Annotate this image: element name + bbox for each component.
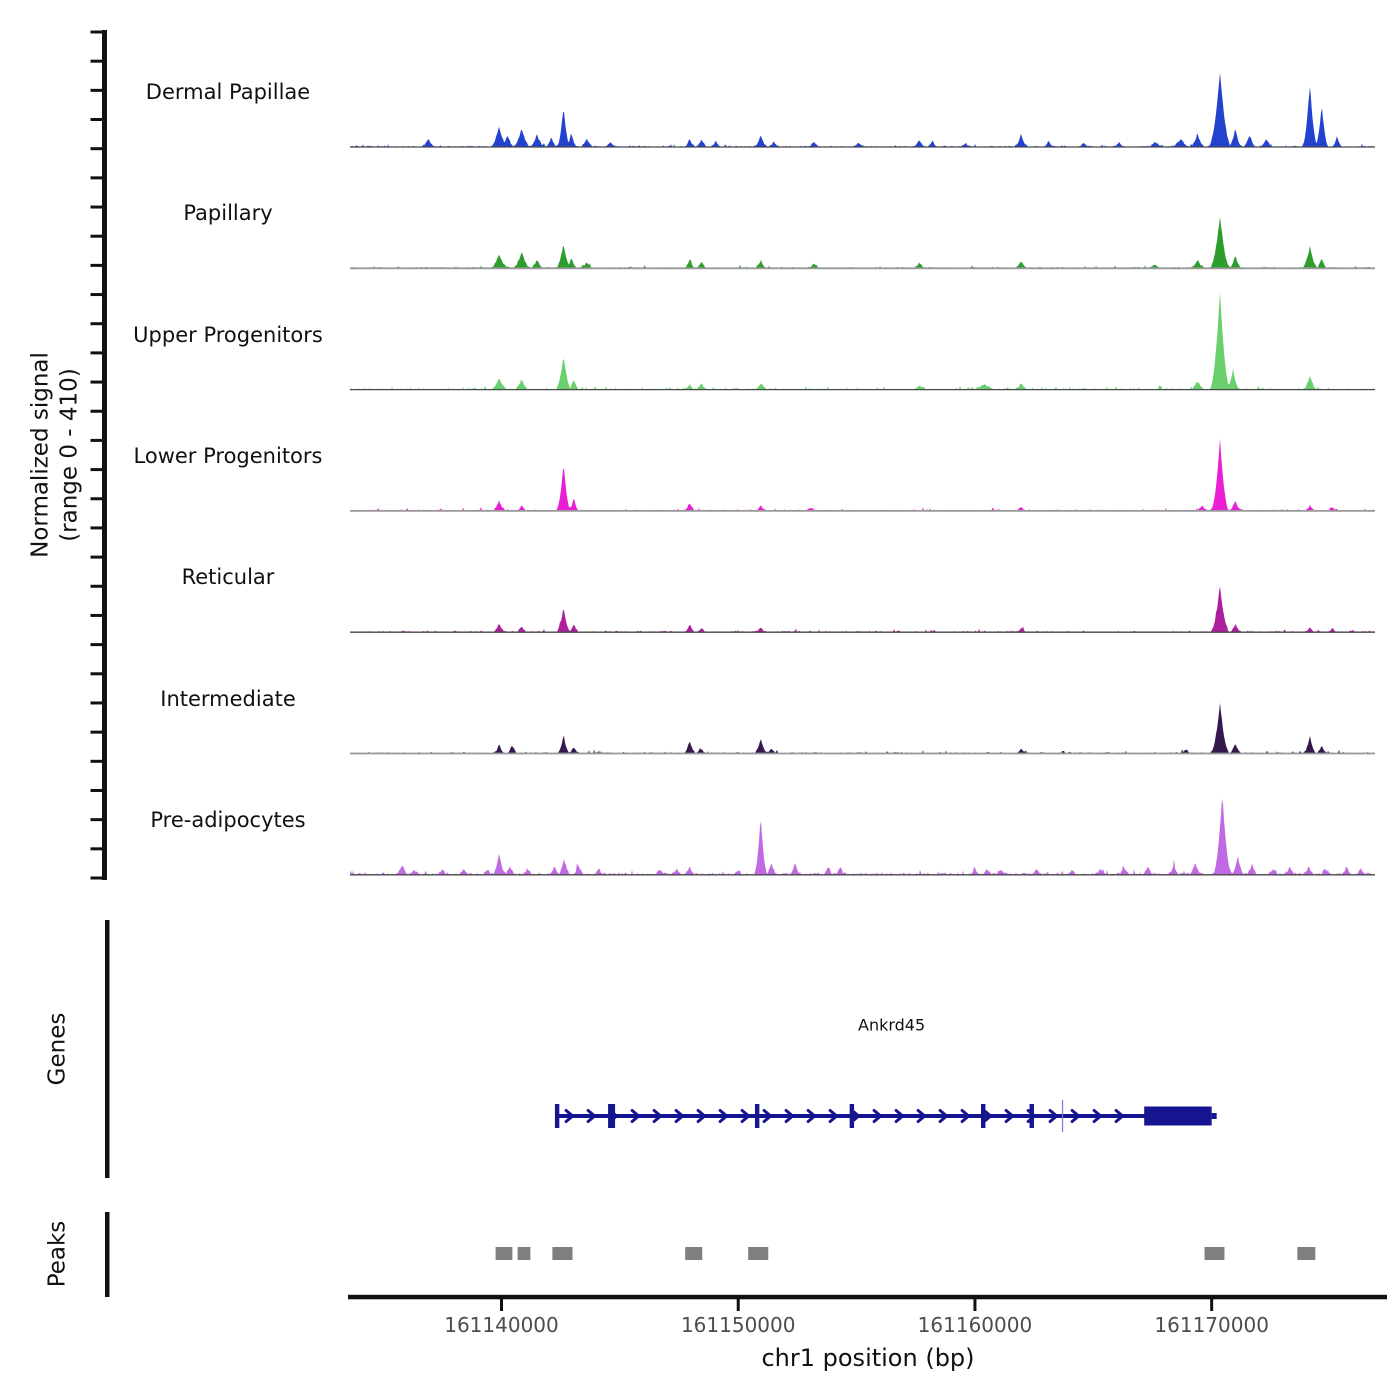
peak-interval xyxy=(748,1247,768,1260)
track-label-lower-progenitors: Lower Progenitors xyxy=(133,443,323,468)
track-label-papillary: Papillary xyxy=(183,201,273,226)
terminal-exon-box xyxy=(1144,1107,1211,1126)
signal-area xyxy=(350,217,1375,268)
signal-area xyxy=(350,73,1375,148)
track-label-dermal-papillae: Dermal Papillae xyxy=(145,80,311,104)
track-label-upper-progenitors: Upper Progenitors xyxy=(133,322,323,347)
x-tick-label-3: 161170000 xyxy=(1154,1313,1269,1337)
track-label-intermediate: Intermediate xyxy=(160,686,296,711)
x-tick-label-2: 161160000 xyxy=(917,1313,1033,1337)
signal-area xyxy=(350,438,1375,511)
x-tick-label-1: 161150000 xyxy=(680,1313,796,1337)
track-label-reticular: Reticular xyxy=(181,565,275,590)
signal-area xyxy=(350,293,1375,390)
exon-tick xyxy=(608,1104,615,1128)
y-axis-label-line1: Normalized signal xyxy=(27,352,54,558)
gene-end-nub xyxy=(1212,1113,1217,1119)
gene-model-ankrd45 xyxy=(555,1100,1217,1132)
x-tick-label-0: 161140000 xyxy=(444,1313,559,1337)
exon-tick xyxy=(850,1104,854,1128)
x-axis-line xyxy=(348,1295,1387,1300)
peak-interval xyxy=(1205,1247,1225,1260)
signal-track-dermal-papillae xyxy=(350,73,1375,148)
genes-axis-line xyxy=(105,920,110,1178)
exon-tick xyxy=(981,1104,985,1128)
peak-interval xyxy=(496,1247,513,1260)
signal-track-pre-adipocytes xyxy=(350,799,1375,875)
peak-interval xyxy=(1297,1247,1315,1260)
signal-area xyxy=(350,703,1375,754)
peak-interval xyxy=(518,1247,531,1260)
x-axis-title: chr1 position (bp) xyxy=(761,1344,975,1372)
genes-section-label: Genes xyxy=(44,1012,71,1086)
exon-tick xyxy=(555,1104,559,1128)
signal-track-papillary xyxy=(350,217,1375,268)
signal-area xyxy=(350,587,1375,633)
peak-interval xyxy=(685,1247,702,1260)
signal-y-axis-line xyxy=(102,30,107,880)
signal-area xyxy=(350,799,1375,875)
peak-interval xyxy=(552,1247,572,1260)
track-label-pre-adipocytes: Pre-adipocytes xyxy=(150,807,306,832)
exon-tick xyxy=(755,1104,759,1128)
signal-track-upper-progenitors xyxy=(350,293,1375,390)
signal-track-lower-progenitors xyxy=(350,438,1375,511)
gene-name-label: Ankrd45 xyxy=(857,1015,926,1035)
y-axis-label-line2: (range 0 - 410) xyxy=(56,368,82,542)
y-axis-label xyxy=(26,352,84,558)
signal-track-intermediate xyxy=(350,703,1375,754)
peaks-section-label: Peaks xyxy=(44,1220,71,1288)
peaks-axis-line xyxy=(105,1212,110,1297)
exon-tick xyxy=(1030,1104,1034,1128)
signal-track-reticular xyxy=(350,587,1375,633)
